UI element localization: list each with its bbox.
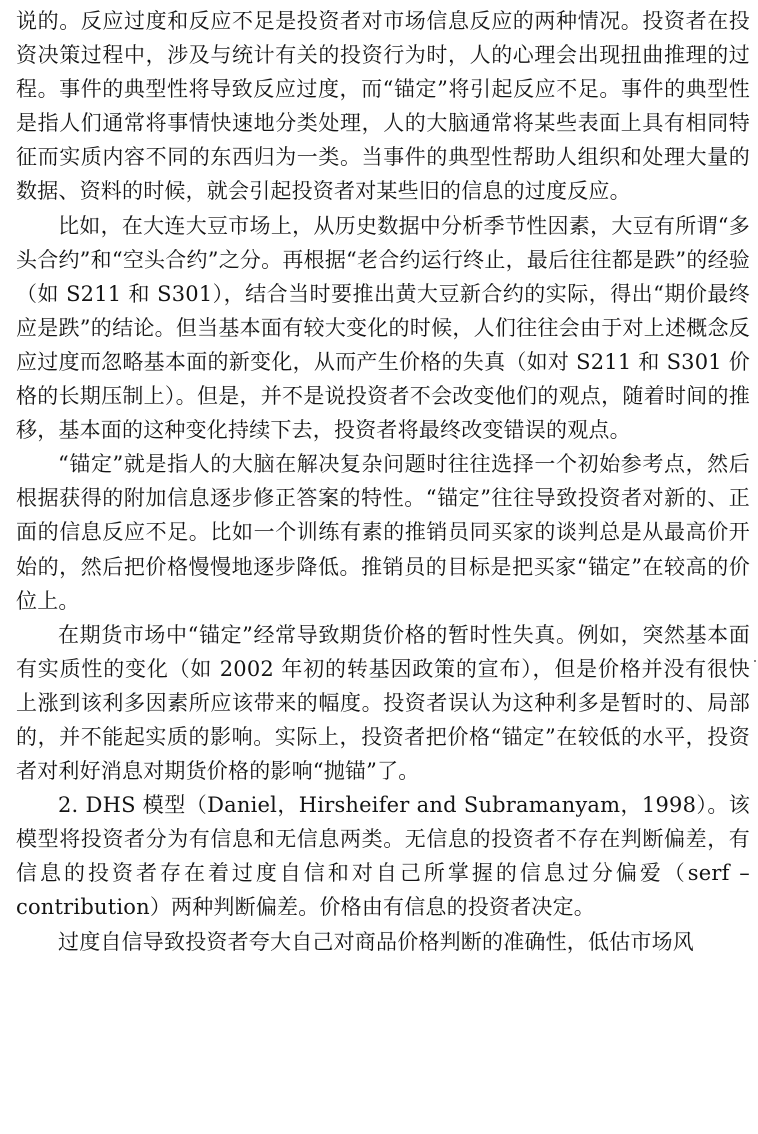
paragraph-anchoring-definition: “锚定”就是指人的大脑在解决复杂问题时往往选择一个初始参考点，然后根据获得的附加信息逐步修正答案的特性。“锚定”往往导致投资者对新的、正面的信息反应不足。比如一个训练有素的推销员同买家的谈判总是从最高价开始的，然后把价格慢慢地逐步降低。推销员的目标是把买家“锚定”在较高的价位上。 bbox=[16, 452, 750, 613]
paragraph-futures-anchoring: 在期货市场中“锚定”经常导致期货价格的暂时性失真。例如，突然基本面有实质性的变化（如 2002 年初的转基因政策的宣布），但是价格并没有很快上涨到该利多因素所应该带来的幅度。投资者误认为这种利多是暂时的、局部的，并不能起实质的影响。实际上，投资者把价格“锚定”在较低的水平，投资者对利好消息对期货价格的影响“抛锚”了。 bbox=[16, 622, 750, 784]
margin-dot bbox=[754, 660, 756, 662]
paragraph-dalian-soybean: 比如，在大连大豆市场上，从历史数据中分析季节性因素，大豆有所谓“多头合约”和“空头合约”之分。再根据“老合约运行终止，最后往往都是跌”的经验（如 S211 和 S301），结合当时要推出黄大豆新合约的实际，得出“期价最终应是跌”的结论。但当基本面有较大变化的时候，人们往往会由于对上述概念反应过度而忽略基本面的新变化，从而产生价格的失真（如对 S211 和 S301 价格的长期压制上）。但是，并不是说投资者不会改变他们的观点，随着时间的推移，基本面的这种变化持续下去，投资者将最终改变错误的观点。 bbox=[16, 213, 750, 443]
paragraph-overconfidence: 过度自信导致投资者夸大自己对商品价格判断的准确性，低估市场风 bbox=[58, 929, 694, 954]
paragraph-dhs-model: 2. DHS 模型（Daniel，Hirsheifer and Subramanyam，1998）。该模型将投资者分为有信息和无信息两类。无信息的投资者不存在判断偏差，有信息的投资者存在着过度自信和对自己所掌握的信息过分偏爱（serf – contribution）两种判断偏差。价格由有信息的投资者决定。 bbox=[16, 793, 750, 920]
paragraph-continuation: 说的。反应过度和反应不足是投资者对市场信息反应的两种情况。投资者在投资决策过程中，涉及与统计有关的投资行为时，人的心理会出现扭曲推理的过程。事件的典型性将导致反应过度，而“锚定”将引起反应不足。事件的典型性是指人们通常将事情快速地分类处理，人的大脑通常将某些表面上具有相同特征而实质内容不同的东西归为一类。当事件的典型性帮助人组织和处理大量的数据、资料的时候，就会引起投资者对某些旧的信息的过度反应。 bbox=[16, 9, 750, 204]
